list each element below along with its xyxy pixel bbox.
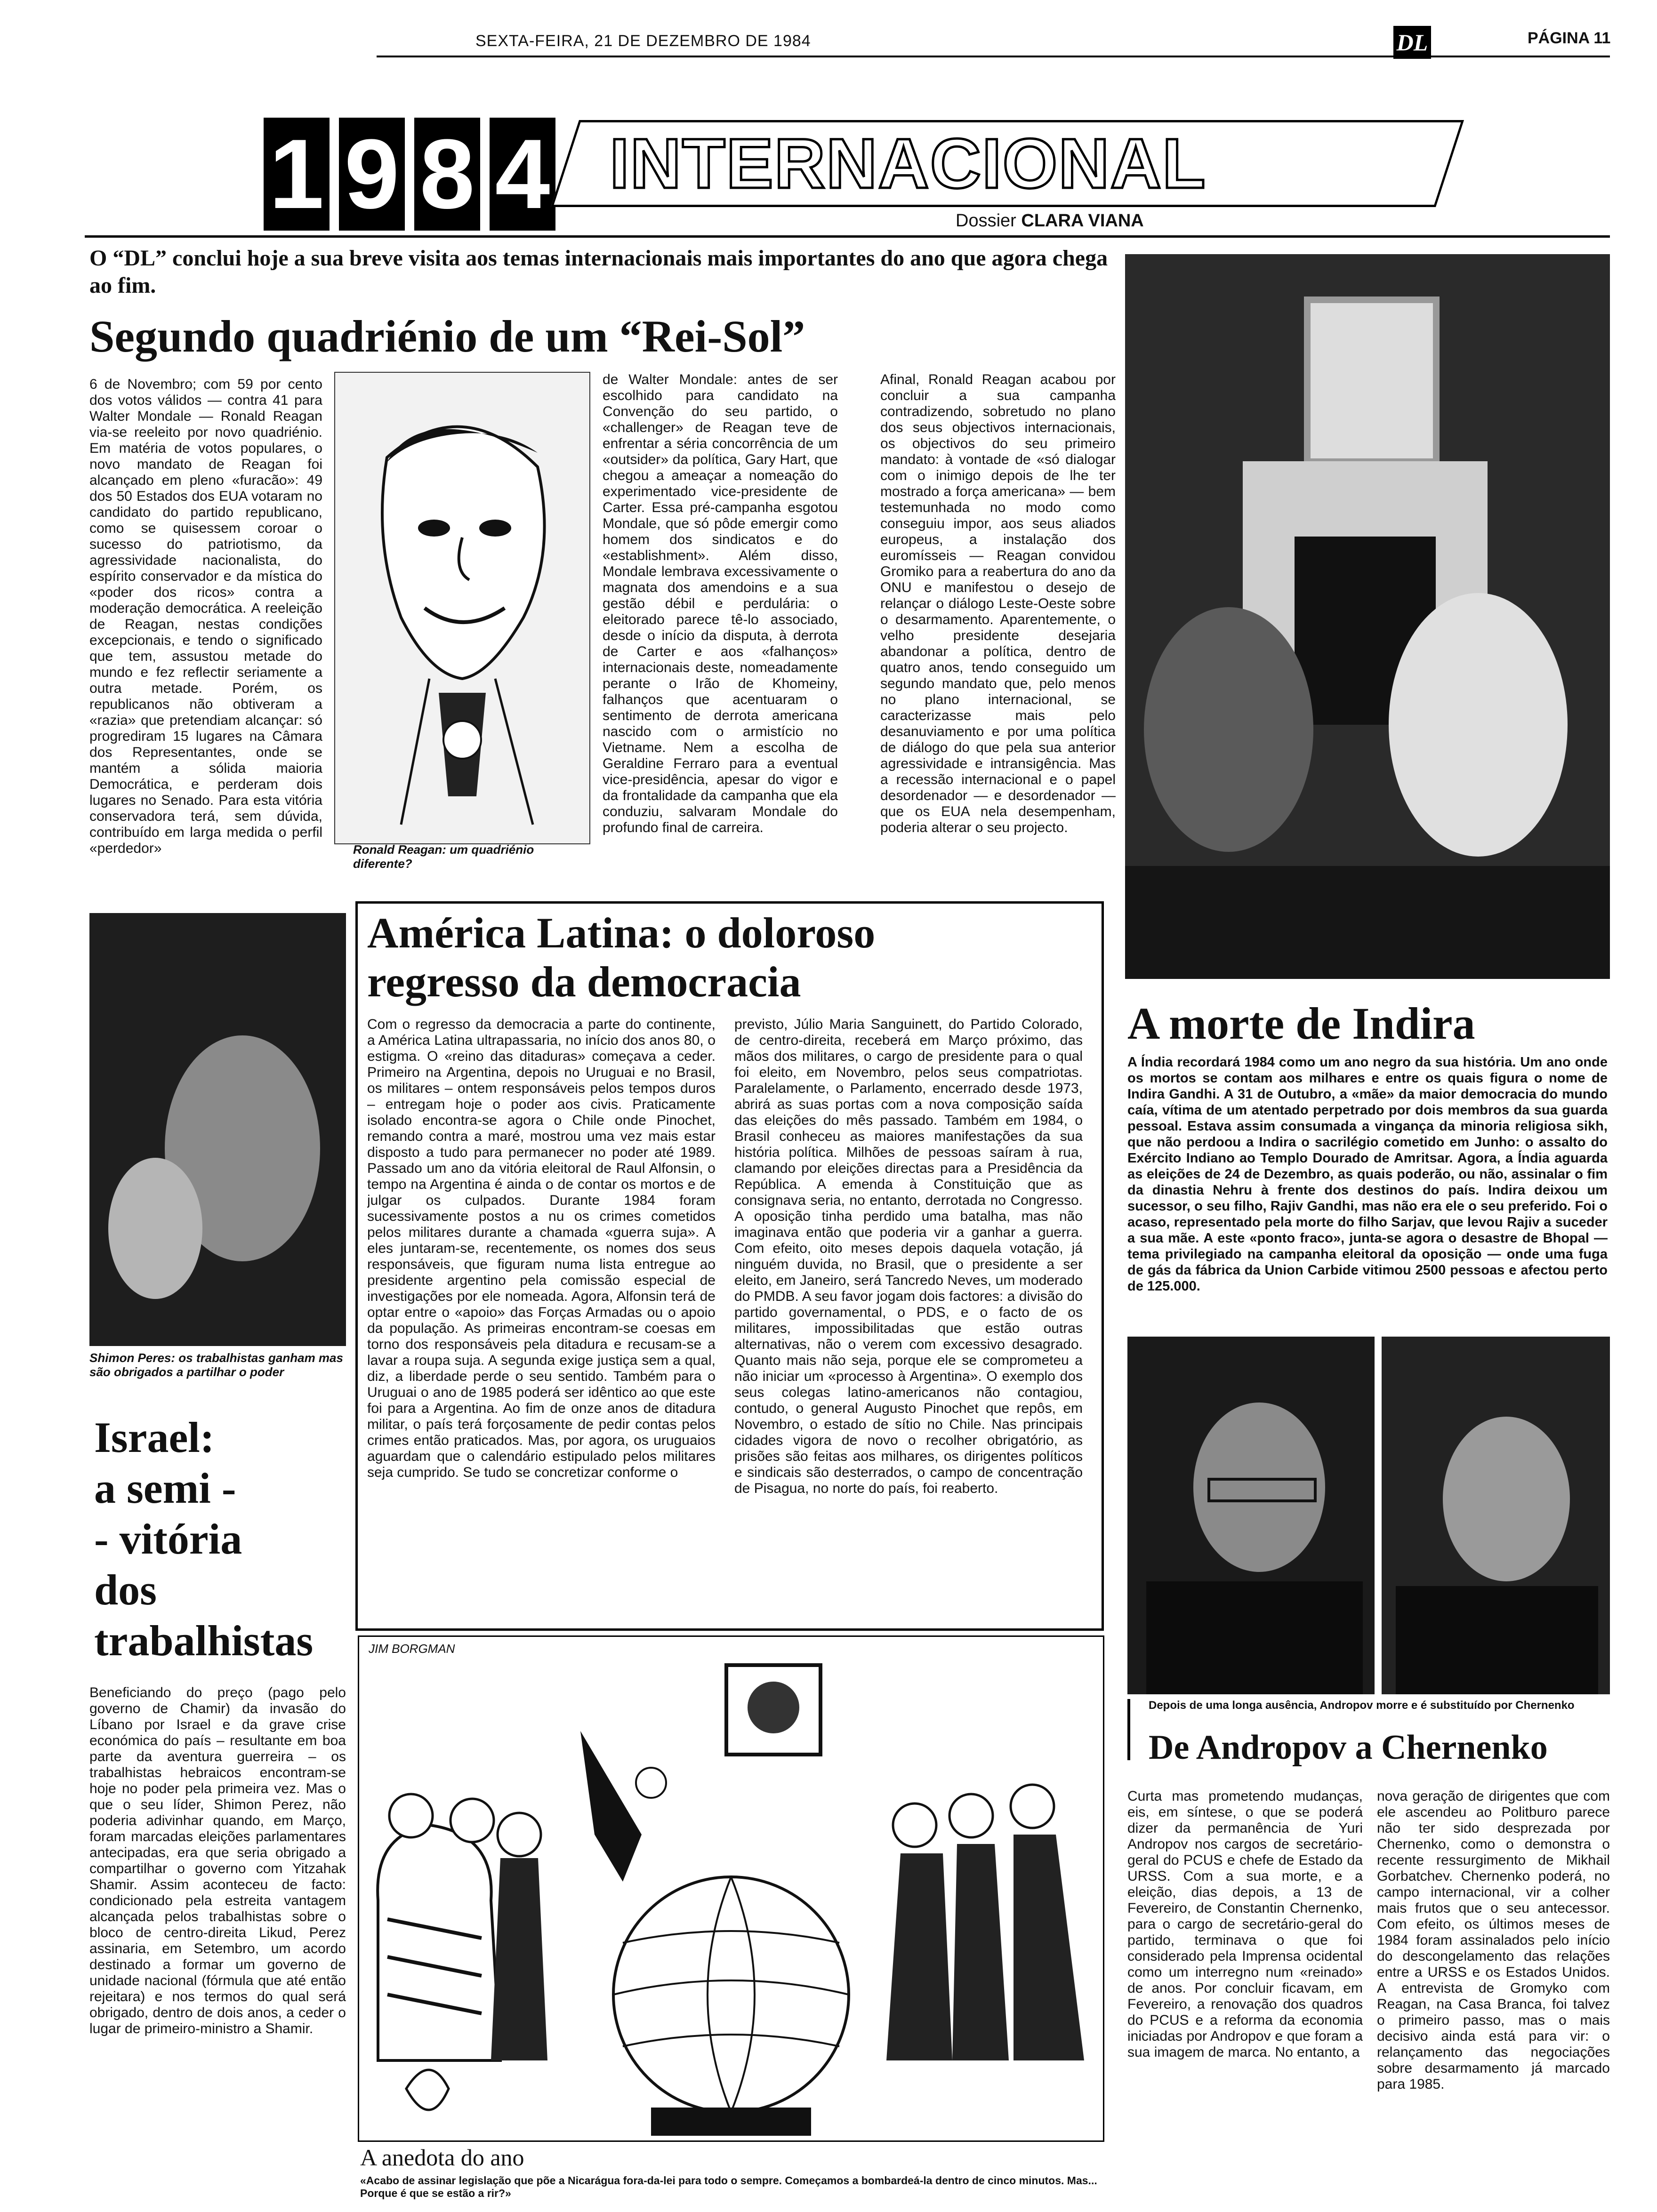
masthead-rule	[85, 235, 1610, 238]
photo-figure-right	[1389, 593, 1568, 857]
photo-andropov-suit	[1146, 1581, 1363, 1694]
reagan-caricature	[334, 372, 590, 844]
photo-portrait-frame	[1304, 297, 1440, 465]
reagan-headline: Segundo quadriénio de um “Rei-Sol”	[89, 311, 805, 361]
latin-headline-line2: regresso da democracia	[367, 958, 801, 1006]
andropov-col2: nova geração de dirigentes que com ele ascendeu ao Politburo parece não ter sido desprezada por Chernenko, como o demonstra o recente ressurgimento de Mikhail Gorbatchev. Chernenko poderá, no campo internacional, vir a colher mais frutos que o seu antecessor. Com efeito, os últimos meses de 1984 foram assinalados pelo início do descongelamento das relações entre a URSS e os Estados Unidos. A entrevista de Gromyko com Reagan, na Casa Branca, foi talvez o primeiro passo, mas o mais decisivo ainda está para vir: o relançamento das negociações sobre desarmamento já marcado para 1985.	[1377, 1788, 1610, 2092]
reagan-caption: Ronald Reagan: um quadriénio diferente?	[353, 842, 534, 871]
dossier-author: CLARA VIANA	[1021, 211, 1144, 231]
dossier-byline	[956, 211, 1144, 231]
andropov-caption: Depois de uma longa ausência, Andropov morre e é substituído por Chernenko	[1149, 1699, 1575, 1712]
indira-body: A Índia recordará 1984 como um ano negro da sua história. Um ano onde os mortos se contam aos milhares e entre os quais figura o nome de Indira Gandhi. A 31 de Outubro, a «mãe» da maior democracia do mundo caía, vítima de um atentado perpetrado por dois membros da sua guarda pessoal. Estava assim consumada a vingança da minoria religiosa sikh, que não perdoou a Indira o sacrilégio cometido em Junho: o assalto do Exército Indiano ao Templo Dourado de Amritsar. Agora, a Índia aguarda as eleições de 24 de Dezembro, as quais poderão, ou não, assinalar o fim da dinastia Nehru à frente dos destinos do país. Indira deixou um sucessor, o seu filho, Rajiv Gandhi, mas não era ele o seu preferido. Foi o acaso, representado pela morte do filho Sarjav, que levou Rajiv a suceder a sua mãe. A este «ponto fraco», junta-se agora o desastre de Bhopal — tema privilegiado na campanha eleitoral da oposição — onde uma fuga de gás da fábrica da Union Carbide vitimou 2500 pessoas e afectou perto de 125.000.	[1127, 1055, 1608, 1294]
photo-table	[1125, 866, 1610, 979]
header-rule	[377, 56, 1610, 57]
israel-headline-line2: a semi -	[94, 1464, 236, 1512]
photo-chernenko-suit	[1396, 1586, 1598, 1694]
masthead-digit-4: 4	[490, 118, 555, 231]
israel-caption: Shimon Peres: os trabalhistas ganham mas são obrigados a partilhar o poder	[89, 1351, 343, 1379]
latin-col2: previsto, Júlio Maria Sanguinett, do Partido Colorado, de centro-direita, receberá em Março próximo, das mãos dos militares, o cargo de presidente para o qual foi eleito, em Novembro, pelos seus compatriotas. Paralelamente, o Parlamento, encerrado desde 1973, abrirá as suas portas com a nova composição saída das eleições do mês passado. Também em 1984, o Brasil conheceu as maiores manifestações da sua história política. Milhões de pessoas saíram à rua, clamando por eleições directas para a Presidência da República. A emenda à Constituição que as consignava seria, no entanto, derrotada no Congresso. A oposição tinha perdido uma batalha, mas não imaginava então que poderia vir a ganhar a guerra. Com efeito, oito meses depois daquela votação, já ninguém duvida, no Brasil, que o presidente a ser eleito, em Janeiro, será Tancredo Neves, um moderado do PMDB. A seu favor jogam dois factores: a divisão do partido governamental, o PDS, e o facto de os militares, impossibilitadas que estão outras alternativas, não o verem com excessivo desagrado. Quanto mais não seja, porque ele se comprometeu a não iniciar um «processo à Argentina». O exemplo dos seus colegas latino-americanos não contagiou, contudo, o general Augusto Pinochet que repôs, em Novembro, o estado de sítio no Chile. Nas principais cidades vigora de novo o recolher obrigatório, as prisões são feitas aos milhares, os dirigentes políticos e sindicais são desterrados, o campo de concentração de Pisagua, no norte do país, foi reaberto.	[734, 1017, 1083, 1496]
shimon-peres-photo	[89, 913, 346, 1346]
andropov-headline: De Andropov a Chernenko	[1149, 1728, 1548, 1767]
masthead-digit-1: 1	[264, 118, 330, 231]
masthead-digit-9: 9	[339, 118, 405, 231]
intro-text: O “DL” conclui hoje a sua breve visita aos temas internacionais mais importantes do ano que agora chega ao fim.	[89, 246, 1108, 298]
reagan-col2: de Walter Mondale: antes de ser escolhido para candidato na Convenção do seu partido, o «challenger» de Reagan teve de enfrentar a séria concorrência de um «outsider» da política, Gary Hart, que chegou a ameaçar a nomeação do experimentado vice-presidente de Carter. Essa pré-campanha esgotou Mondale, que só pôde emergir como homem dos sindicatos e do «establishment». Além disso, Mondale lembrava excessivamente o magnata dos amendoins e a sua gestão débil e perdulária: o eleitorado parece tê-lo associado, desde o início da disputa, à derrota de Carter e aos «falhanços» internacionais deste, nomeadamente perante o Irão de Khomeiny, falhanços que acentuaram o sentimento de derrota americana nascido com o armistício no Vietname. Nem a escolha de Geraldine Ferraro para a eventual vice-presidência, apesar do vigor e da frontalidade da campanha que ela conduziu, salvaram Mondale do profundo final de carreira.	[603, 372, 838, 835]
andropov-col1: Curta mas prometendo mudanças, eis, em síntese, o que se poderá dizer da permanência de Yuri Andropov nos cargos de secretário-geral do PCUS e chefe de Estado da URSS. Com a sua morte, e a eleição, dias depois, a 13 de Fevereiro, de Constantin Chernenko, para o cargo de secretário-geral do partido, terminava o que foi considerado pela Imprensa ocidental como um interregno num «reinado» de anos. Por concluir ficavam, em Fevereiro, a renovação dos quadros do PCUS e a reforma da economia iniciadas por Andropov e que foram a sua imagem de marca. No entanto, a	[1127, 1788, 1363, 2060]
cartoon-drawing	[359, 1637, 1103, 2140]
andropov-photo	[1127, 1337, 1375, 1694]
cartoon-title: A anedota do ano	[360, 2144, 524, 2171]
chernenko-photo	[1382, 1337, 1610, 1694]
dossier-prefix: Dossier	[956, 211, 1016, 231]
israel-headline-line1: Israel:	[94, 1413, 215, 1461]
indira-gandhi-photo	[1125, 254, 1610, 979]
cartoon-caption: «Acabo de assinar legislação que põe a Nicarágua fora-da-lei para todo o sempre. Começamos a bombardeá-la dentro de cinco minutos. Mas... Porque é que se estão a rir?»	[360, 2174, 1097, 2199]
cartoon-frame	[358, 1635, 1104, 2142]
page-number: PÁGINA 11	[1528, 29, 1611, 47]
section-banner	[551, 120, 1464, 207]
israel-headline-line5: trabalhistas	[94, 1617, 314, 1665]
photo-figure-left	[1144, 607, 1313, 852]
latin-col1: Com o regresso da democracia a parte do continente, a América Latina ultrapassaria, no início dos anos 80, o estigma. O «reino das ditaduras» começava a ceder. Primeiro na Argentina, depois no Uruguai e no Brasil, os militares – ontem responsáveis pelos tempos duros – entregam hoje o poder aos civis. Praticamente isolado encontra-se agora o Chile onde Pinochet, remando contra a maré, mostrou uma vez mais estar disposto a tudo para permanecer no poder até 1989. Passado um ano da vitória eleitoral de Raul Alfonsin, o tempo na Argentina é ainda o de contar os mortos e de julgar os culpados. Durante 1984 foram sucessivamente postos a nu os crimes cometidos pelos militares durante a chamada «guerra suja». A eles juntaram-se, recentemente, os nomes dos seus responsáveis, que figuram numa lista entregue ao presidente argentino pela comissão especial de investigações por ele nomeada. Agora, Alfonsin terá de optar entre o «apoio» das Forças Armadas ou o apoio da população. As primeiras encontram-se coesas em torno dos responsáveis pela ditadura e recusam-se a lavar a roupa suja. A segunda exige justiça sem a qual, diz, a liberdade perde o seu sentido. Também para o Uruguai o ano de 1985 poderá ser idêntico ao que este foi para a Argentina. Ao fim de onze anos de ditadura militar, o país terá forçosamente de pedir contas pelos crimes então praticados. Mas, por agora, os uruguaios aguardam que o calendário estipulado pelos militares seja cumprido. Se tudo se concretizar conforme o	[367, 1017, 716, 1480]
cartoon-signature: JIM BORGMAN	[369, 1642, 455, 1656]
masthead-digit-8: 8	[414, 118, 480, 231]
israel-headline-line4: dos	[94, 1566, 157, 1614]
israel-body: Beneficiando do preço (pago pelo governo de Chamir) da invasão do Líbano por Israel e da grave crise económica do país – resultante em boa parte da aventura guerreira – os trabalhistas hebraicos encontram-se hoje no poder pela primeira vez. Mas o que o seu líder, Shimon Perez, não poderia adivinhar quando, em Março, foram marcadas eleições parlamentares antecipadas, era que seria obrigado a compartilhar o governo com Yitzahak Shamir. Assim aconteceu de facto: condicionado pela estreita vantagem alcançada pelos trabalhistas sobre o bloco de centro-direita Likud, Perez assinaria, em Setembro, um acordo destinado a formar um governo de unidade nacional (fórmula que até então rejeitara) e nos termos do qual será obrigado, dentro de dois anos, a ceder o lugar de primeiro-ministro a Shamir.	[89, 1685, 346, 2036]
header-logo	[1393, 26, 1431, 59]
reagan-col3: Afinal, Ronald Reagan acabou por concluir a sua campanha contradizendo, sobretudo no plano dos seus objectivos internacionais, os objectivos do seu primeiro mandato: à vontade de «só dialogar com o inimigo depois de lhe ter mostrado a força americana» — bem testemunhada no modo como conseguiu impor, aos seus aliados europeus, a instalação dos euromísseis — Reagan convidou Gromiko para a reabertura do ano da ONU e manifestou o desejo de relançar o diálogo Leste-Oeste sobre o desarmamento. Aparentemente, o velho presidente desejaria abandonar a política, dentro de quatro anos, tendo conseguido um segundo mandato que, pelo menos no plano internacional, se caracterizasse mais pelo desanuviamento e por uma política de diálogo do que pela sua anterior agressividade e intransigência. Mas a recessão internacional e o papel desordenador — e desordenador — que os EUA nela desempenham, poderia alterar o seu projecto.	[880, 372, 1116, 835]
photo-hand	[108, 1158, 202, 1299]
latin-headline-line1: América Latina: o doloroso	[367, 909, 876, 957]
section-title: INTERNACIONAL	[610, 124, 1207, 203]
latin-america-headline	[367, 908, 1073, 1006]
photo-chernenko-head	[1443, 1417, 1570, 1581]
photo-andropov-glasses	[1207, 1478, 1317, 1502]
header-date: SEXTA-FEIRA, 21 DE DEZEMBRO DE 1984	[475, 32, 811, 50]
indira-headline: A morte de Indira	[1127, 998, 1475, 1049]
reagan-caricature-drawing	[335, 373, 589, 843]
reagan-col1: 6 de Novembro; com 59 por cento dos votos válidos — contra 41 para Walter Mondale — Ronald Reagan via-se reeleito por novo quadriénio. Em matéria de votos populares, o novo mandato de Reagan foi alcançado em pleno «furacão»: 49 dos 50 Estados dos EUA votaram no candidato do partido republicano, como se quisessem coroar o sucesso do patriotismo, da agressividade nacionalista, do espírito conservador e da mística do «poder dos ricos» contra a moderação democrática. A reeleição de Reagan, nestas condições excepcionais, e tendo o significado que tem, assustou metade do mundo e fez reflectir seriamente a outra metade. Porém, os republicanos não obtiveram a «razia» que pretendiam alcançar: só progrediram 15 lugares na Câmara dos Representantes, onde se mantém a sólida maioria Democrática, e perderam dois lugares no Senado. Para esta vitória conservadora terá, sem dúvida, contribuído em larga medida o perfil «perdedor»	[89, 377, 322, 856]
andropov-rule	[1127, 1699, 1130, 1760]
israel-headline-line3: - vitória	[94, 1515, 242, 1563]
logo-text: DL	[1396, 29, 1428, 56]
israel-headline	[94, 1412, 348, 1666]
